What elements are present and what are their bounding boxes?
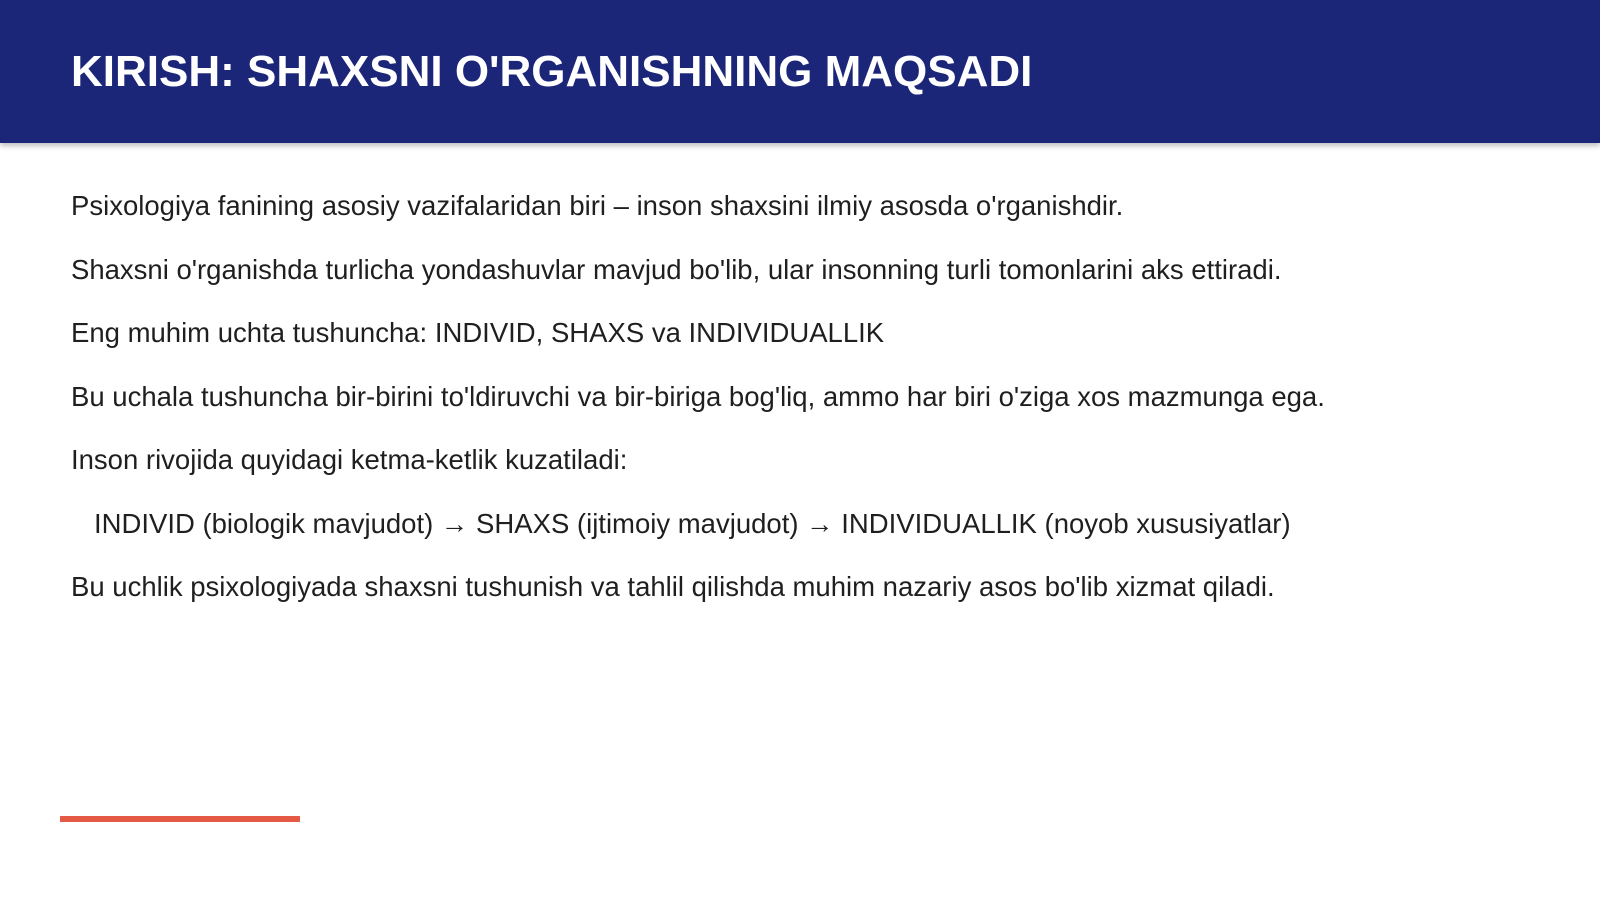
slide-header: [0, 0, 1600, 143]
accent-bar: [60, 816, 300, 822]
body-line-approaches: Shaxsni o'rganishda turlicha yondashuvlar mavjud bo'lib, ular insonning turli tomonlarini aks ettiradi.: [71, 253, 1282, 285]
slide-body: [71, 184, 1551, 629]
body-line-relationship: Bu uchala tushuncha bir-birini to'ldiruvchi va bir-biriga bog'liq, ammo har biri o'ziga xos mazmunga ega.: [71, 380, 1325, 412]
slide-title: KIRISH: SHAXSNI O'RGANISHNING MAQSADI: [71, 47, 1033, 96]
body-line-sequence-intro: Inson rivojida quyidagi ketma-ketlik kuzatiladi:: [71, 444, 628, 475]
body-line-sequence: INDIVID (biologik mavjudot) → SHAXS (ijtimoiy mavjudot) → INDIVIDUALLIK (noyob xususiyatlar): [94, 507, 1291, 539]
body-line-key-concepts: Eng muhim uchta tushuncha: INDIVID, SHAXS va INDIVIDUALLIK: [71, 317, 885, 348]
body-line-goal: Psixologiya fanining asosiy vazifalaridan biri – inson shaxsini ilmiy asosda o'rganishdir.: [71, 190, 1124, 221]
body-line-conclusion: Bu uchlik psixologiyada shaxsni tushunish va tahlil qilishda muhim nazariy asos bo'lib xizmat qiladi.: [71, 571, 1275, 602]
